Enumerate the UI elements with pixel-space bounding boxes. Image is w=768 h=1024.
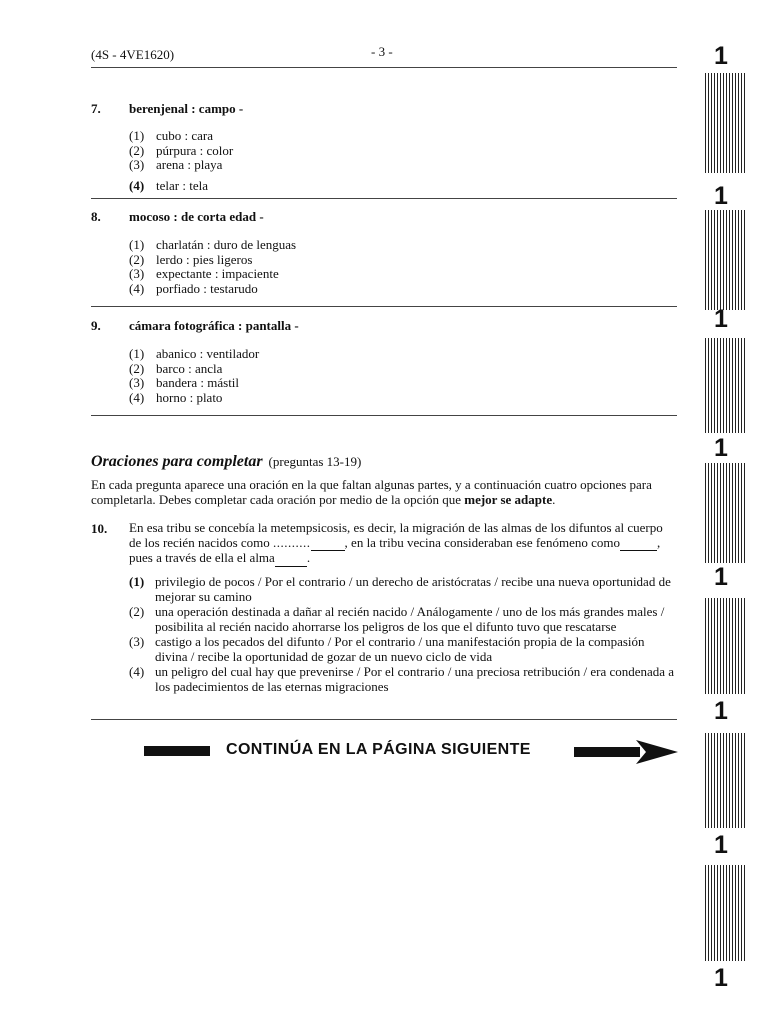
option: (1) cubo : cara	[129, 128, 214, 143]
continue-bar	[144, 746, 210, 756]
side-mark-number: 1	[714, 42, 728, 70]
exam-code: (4S - 4VE1620)	[91, 47, 175, 62]
barcode-stripe	[705, 73, 747, 173]
option: (1) abanico : ventilador	[129, 346, 260, 361]
question-7-number: 7.	[91, 101, 101, 116]
side-mark-number: 1	[714, 964, 728, 992]
section-title: Oraciones para completar (preguntas 13-19)	[91, 453, 362, 470]
side-margin-marks	[700, 0, 750, 1024]
option: (4) horno : plato	[129, 389, 223, 405]
barcode-stripe	[705, 463, 747, 563]
question-8-number: 8.	[91, 209, 101, 224]
option: (4) telar : tela	[129, 177, 208, 193]
side-mark-number: 1	[714, 305, 728, 333]
barcode-stripe	[705, 865, 747, 961]
divider	[91, 415, 677, 416]
side-mark-number: 1	[714, 831, 728, 859]
divider	[91, 306, 677, 307]
question-10-options	[129, 575, 677, 695]
question-9-options	[129, 347, 259, 405]
arrow-right-icon	[574, 738, 680, 766]
option: (3) bandera : mástil	[129, 375, 240, 391]
question-7-options	[129, 129, 233, 193]
side-mark-number: 1	[714, 563, 728, 591]
option: (3) expectante : impaciente	[129, 266, 279, 282]
option: (1) charlatán : duro de lenguas	[129, 237, 297, 252]
section-instructions: En cada pregunta aparece una oración en la que faltan algunas partes, y a continuación cuatro opciones para completarla. Debes completar cada oración por medio de la opción que mejor se adapte.	[91, 477, 652, 507]
question-7-stem: berenjenal : campo -	[129, 101, 244, 116]
barcode-stripe	[705, 733, 747, 828]
option: (2) una operación destinada a dañar al recién nacido / Análogamente / uno de los más grandes males / posibilita al recién nacido ahorrarse los peligros de los que el difunto tuvo que rescatarse	[129, 604, 665, 634]
option: (1) privilegio de pocos / Por el contrario / un derecho de aristócratas / recibe una nueva oportunidad de mejorar su camino	[129, 574, 671, 604]
question-8-options	[129, 238, 296, 296]
option: (2) púrpura : color	[129, 142, 234, 158]
option: (4) porfiado : testarudo	[129, 280, 258, 296]
page-number: - 3 -	[371, 44, 393, 59]
divider	[91, 198, 677, 199]
divider	[91, 719, 677, 720]
option: (4) un peligro del cual hay que prevenirse / Por el contrario / una preciosa retribución / era condenada a los padecimientos de las eternas migraciones	[129, 664, 675, 694]
continue-banner	[144, 738, 680, 766]
side-mark-number: 1	[714, 434, 728, 462]
option: (2) barco : ancla	[129, 360, 223, 376]
question-9-number: 9.	[91, 318, 101, 333]
barcode-stripe	[705, 210, 747, 310]
option: (2) lerdo : pies ligeros	[129, 251, 253, 267]
header-rule	[91, 67, 677, 68]
barcode-stripe	[705, 338, 747, 433]
option: (3) arena : playa	[129, 157, 223, 173]
continue-text: CONTINÚA EN LA PÁGINA SIGUIENTE	[226, 741, 531, 758]
question-10-stem: En esa tribu se concebía la metempsicosis, es decir, la migración de las almas de los difuntos al cuerpo de los recién nacidos como .......... , en la tribu vecina consideraban ese fenómeno como , pues a través de ella el alma .	[129, 520, 663, 565]
question-8-stem: mocoso : de corta edad -	[129, 209, 264, 224]
option: (3) castigo a los pecados del difunto / Por el contrario / una manifestación propia de la compasión divina / recibe la oportunidad de gozar de un nuevo ciclo de vida	[129, 634, 645, 664]
side-mark-number: 1	[714, 697, 728, 725]
question-10-number: 10.	[91, 521, 108, 536]
question-9-stem: cámara fotográfica : pantalla -	[129, 318, 299, 333]
section-subtitle: (preguntas 13-19)	[268, 454, 362, 469]
barcode-stripe	[705, 598, 747, 694]
side-mark-number: 1	[714, 182, 728, 210]
